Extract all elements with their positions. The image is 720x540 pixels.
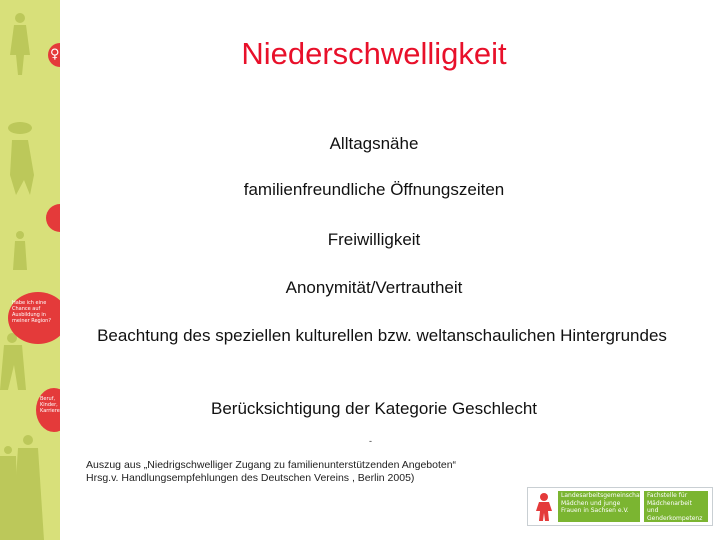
source-line-1: Auszug aus „Niedrigschwelliger Zugang zu familienunterstützenden Angeboten“ [86,459,457,471]
figure-silhouette-6 [0,456,18,540]
logo-lag-text: Landesarbeitsgemeinschaft Mädchen und junge Frauen in Sachsen e.V. [558,491,640,522]
logo-fachstelle-text: Fachstelle für Mädchenarbeit und Genderkompetenz [644,491,708,522]
figure-head-1 [15,13,25,23]
point-opening-hours: familienfreundliche Öffnungszeiten [243,180,505,199]
figure-silhouette-1 [10,25,30,75]
figure-silhouette-4 [0,345,26,390]
point-cultural-background: Beachtung des speziellen kulturellen bzw. weltanschaulichen Hintergrundes [97,326,667,345]
organization-logo [527,487,713,526]
figure-head-6 [4,446,12,454]
decorative-sidebar [0,0,60,540]
sidebar-illustration [0,0,60,540]
point-anonymity: Anonymität/Vertrautheit [285,278,463,297]
bubble-career-text: Beruf, Kinder, Karriere [40,396,60,414]
speech-bubble-small [46,204,60,232]
source-citation [86,459,526,485]
figure-head-3 [16,231,24,239]
slide-title: Niederschwelligkeit [241,36,507,71]
source-line-2: Hrsg.v. Handlungsempfehlungen des Deutschen Vereins , Berlin 2005) [86,472,415,484]
point-everyday-proximity: Alltagsnähe [329,134,419,153]
point-voluntariness: Freiwilligkeit [327,230,421,249]
figure-silhouette-2 [10,140,34,195]
separator-dash: - [369,436,372,446]
point-gender-category: Berücksichtigung der Kategorie Geschlecht [210,399,537,418]
umbrella-silhouette [8,122,32,134]
bubble-question-text: Habe ich eine Chance auf Ausbildung in meiner Region? [12,300,51,324]
traffic-light-figure-icon [532,491,556,522]
female-symbol-icon: ♀ [50,47,60,62]
figure-silhouette-3 [13,241,27,270]
figure-head-5 [23,435,33,445]
